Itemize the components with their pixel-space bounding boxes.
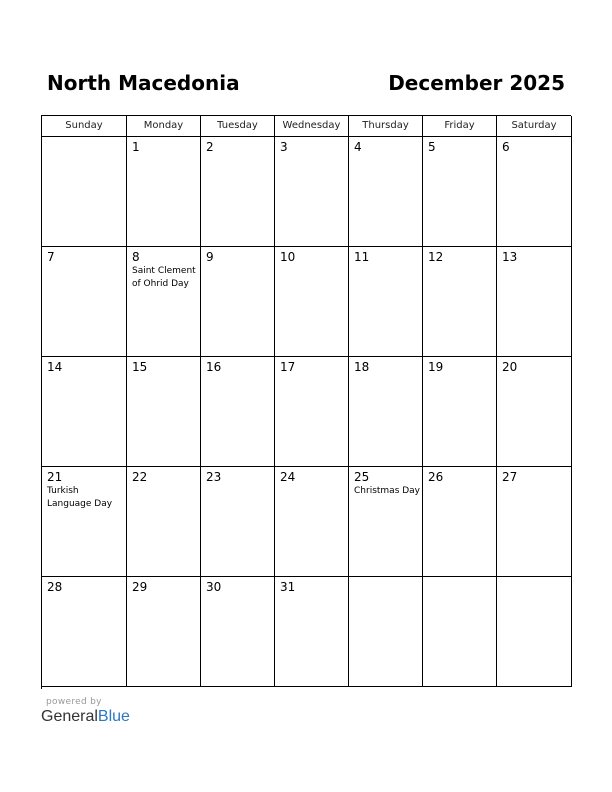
- month-title: December 2025: [388, 71, 565, 95]
- day-number: 1: [132, 140, 140, 154]
- logo-blue-text: Blue: [97, 708, 130, 725]
- day-number: 11: [354, 250, 370, 264]
- day-number: 31: [280, 580, 296, 594]
- day-number: 24: [280, 470, 296, 484]
- day-number: 16: [206, 360, 222, 374]
- day-number: 4: [354, 140, 362, 154]
- day-cell: [201, 467, 275, 577]
- day-number: 9: [206, 250, 214, 264]
- day-number: 25: [354, 470, 370, 484]
- day-cell: [201, 247, 275, 357]
- country-title: North Macedonia: [47, 71, 240, 95]
- day-cell: [201, 577, 275, 687]
- day-number: 20: [502, 360, 518, 374]
- weekday-header-thursday: Thursday: [349, 116, 423, 137]
- day-cell: [127, 357, 201, 467]
- day-cell: [349, 137, 423, 247]
- day-cell: [349, 577, 423, 687]
- day-number: 2: [206, 140, 214, 154]
- day-cell: [349, 357, 423, 467]
- day-cell: [497, 137, 572, 247]
- holiday-label: Saint Clement of Ohrid Day: [132, 266, 196, 289]
- day-cell: [127, 247, 201, 357]
- weekday-header-friday: Friday: [423, 116, 497, 137]
- day-number: 29: [132, 580, 148, 594]
- generalblue-logo[interactable]: [41, 708, 130, 726]
- day-number: 30: [206, 580, 222, 594]
- day-number: 6: [502, 140, 510, 154]
- day-number: 23: [206, 470, 222, 484]
- day-number: 5: [428, 140, 436, 154]
- day-cell: [127, 137, 201, 247]
- day-cell: [423, 577, 497, 687]
- day-cell: [497, 357, 572, 467]
- day-cell: [127, 577, 201, 687]
- day-number: 22: [132, 470, 148, 484]
- weekday-header-tuesday: Tuesday: [201, 116, 275, 137]
- day-cell: [275, 577, 349, 687]
- day-cell: [42, 137, 127, 247]
- day-number: 18: [354, 360, 370, 374]
- weekday-header-sunday: Sunday: [42, 116, 127, 137]
- holiday-label: Christmas Day: [354, 486, 421, 496]
- day-number: 26: [428, 470, 444, 484]
- day-cell: [201, 137, 275, 247]
- day-number: 21: [47, 470, 63, 484]
- day-number: 3: [280, 140, 288, 154]
- logo-general-text: General: [41, 708, 98, 725]
- day-number: 14: [47, 360, 63, 374]
- day-cell: [42, 467, 127, 577]
- day-cell: [42, 247, 127, 357]
- day-cell: [423, 247, 497, 357]
- day-cell: [497, 467, 572, 577]
- day-cell: [497, 247, 572, 357]
- calendar-grid: [41, 115, 571, 689]
- day-number: 10: [280, 250, 296, 264]
- day-number: 12: [428, 250, 444, 264]
- day-cell: [42, 357, 127, 467]
- day-cell: [423, 357, 497, 467]
- day-number: 27: [502, 470, 518, 484]
- day-cell: [423, 137, 497, 247]
- weekday-header-monday: Monday: [127, 116, 201, 137]
- day-cell: [275, 467, 349, 577]
- day-number: 15: [132, 360, 148, 374]
- day-number: 17: [280, 360, 296, 374]
- day-cell: [349, 247, 423, 357]
- day-cell: [275, 247, 349, 357]
- weekday-header-wednesday: Wednesday: [275, 116, 349, 137]
- day-number: 19: [428, 360, 444, 374]
- day-number: 8: [132, 250, 140, 264]
- day-number: 13: [502, 250, 518, 264]
- weekday-header-saturday: Saturday: [497, 116, 572, 137]
- day-cell: [201, 357, 275, 467]
- holiday-label: Turkish Language Day: [47, 486, 113, 509]
- powered-by-text: powered by: [46, 697, 102, 707]
- day-number: 7: [47, 250, 55, 264]
- day-cell: [42, 577, 127, 687]
- day-cell: [349, 467, 423, 577]
- day-number: 28: [47, 580, 63, 594]
- day-cell: [275, 137, 349, 247]
- day-cell: [497, 577, 572, 687]
- day-cell: [127, 467, 201, 577]
- day-cell: [423, 467, 497, 577]
- day-cell: [275, 357, 349, 467]
